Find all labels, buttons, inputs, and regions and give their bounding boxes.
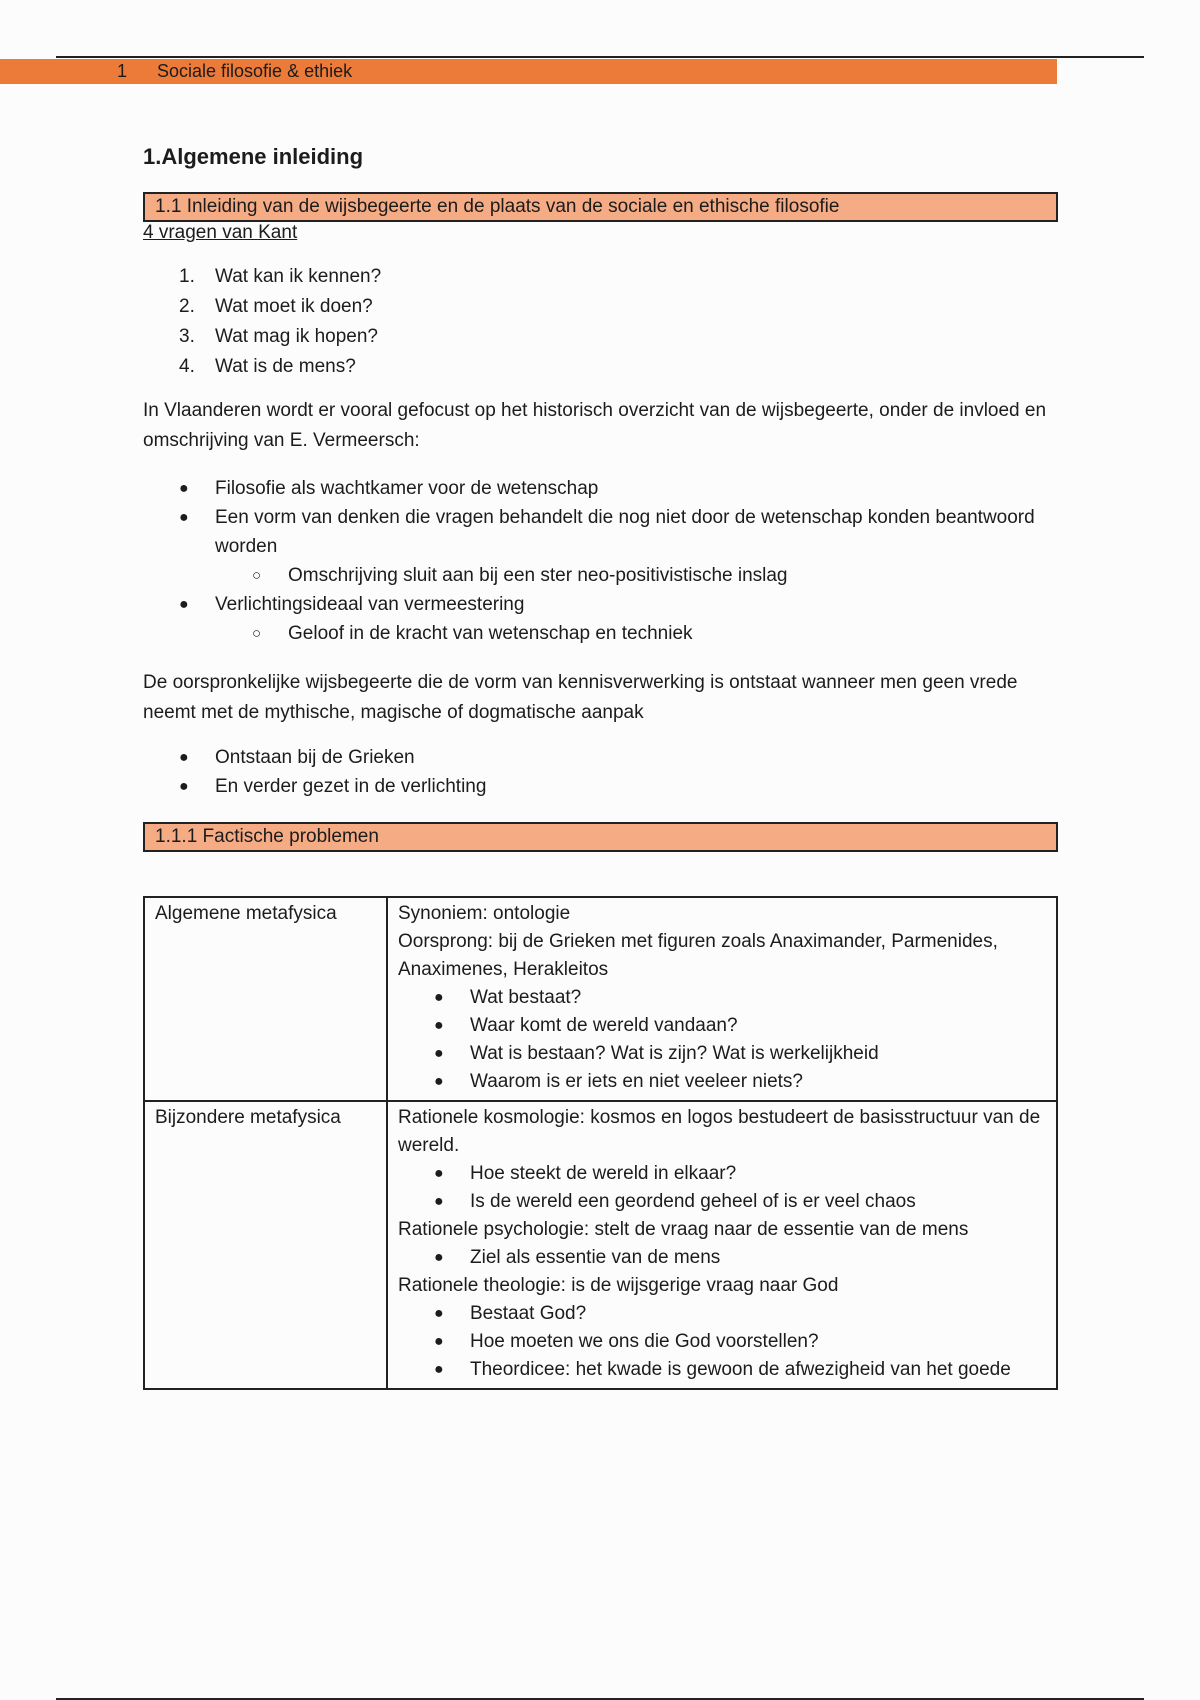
cell-bullet-list xyxy=(398,1300,1046,1384)
bullet-icon: ● xyxy=(179,596,189,613)
list-item: ● Waar komt de wereld vandaan? xyxy=(398,1012,1046,1040)
cell-bullet-list xyxy=(398,984,1046,1096)
kant-questions-title: 4 vragen van Kant xyxy=(143,222,298,243)
bullet-icon: ● xyxy=(434,1073,444,1090)
table-row xyxy=(144,897,1057,1101)
bullet-icon: ● xyxy=(434,1017,444,1034)
table-cell-content xyxy=(387,1101,1057,1389)
list-item: ● Ontstaan bij de Grieken xyxy=(143,743,1058,772)
cell-text: Rationele theologie: is de wijsgerige vraag naar God xyxy=(398,1275,839,1296)
bullet-icon: ● xyxy=(434,1165,444,1182)
running-header xyxy=(0,59,1057,84)
list-item: ● Een vorm van denken die vragen behandelt die nog niet door de wetenschap konden beantwoord worden xyxy=(143,503,1058,561)
bullet-icon: ● xyxy=(434,1361,444,1378)
list-item: ● Wat bestaat? xyxy=(398,984,1046,1012)
list-item: 1. Wat kan ik kennen? xyxy=(179,266,382,287)
table-cell-label: Bijzondere metafysica xyxy=(144,1101,387,1389)
section-heading: 1.Algemene inleiding xyxy=(143,144,364,169)
list-item: ● Filosofie als wachtkamer voor de wetenschap xyxy=(143,474,1058,503)
bullet-icon: ● xyxy=(434,1045,444,1062)
subsection-heading: 1.1 Inleiding van de wijsbegeerte en de plaats van de sociale en ethische filosofie xyxy=(143,192,1058,222)
bullet-icon: ● xyxy=(434,1305,444,1322)
list-item: ● En verder gezet in de verlichting xyxy=(143,772,1058,801)
cell-bullet-list xyxy=(398,1160,1046,1216)
kant-questions-list xyxy=(143,264,381,384)
cell-text: Rationele psychologie: stelt de vraag naar de essentie van de mens xyxy=(398,1219,969,1240)
list-item: ● Hoe moeten we ons die God voorstellen? xyxy=(398,1328,1046,1356)
bullet-icon: ● xyxy=(179,480,189,497)
list-item: 3. Wat mag ik hopen? xyxy=(179,326,378,347)
bullet-icon: ● xyxy=(179,509,189,526)
list-item: ● Wat is bestaan? Wat is zijn? Wat is werkelijkheid xyxy=(398,1040,1046,1068)
cell-text: Synoniem: ontologie xyxy=(398,903,571,924)
chapter-title: Sociale filosofie & ethiek xyxy=(157,61,353,81)
bullet-icon: ● xyxy=(434,1193,444,1210)
factische-problemen-heading: 1.1.1 Factische problemen xyxy=(143,822,1058,852)
paragraph-vlaanderen: In Vlaanderen wordt er vooral gefocust op het historisch overzicht van de wijsbegeerte, onder de invloed en omschrijving van E. Vermeersch: xyxy=(143,400,1047,451)
cell-text: Rationele kosmologie: kosmos en logos bestudeert de basisstructuur van de wereld. xyxy=(398,1107,1041,1156)
circle-bullet-icon: ○ xyxy=(252,625,262,642)
bullet-icon: ● xyxy=(434,1249,444,1266)
circle-bullet-icon: ○ xyxy=(252,567,262,584)
table-cell-label: Algemene metafysica xyxy=(144,897,387,1101)
bullet-icon: ● xyxy=(434,989,444,1006)
list-item: ● Hoe steekt de wereld in elkaar? xyxy=(398,1160,1046,1188)
list-item: ● Ziel als essentie van de mens xyxy=(398,1244,1046,1272)
bullet-icon: ● xyxy=(179,778,189,795)
footer-rule xyxy=(56,1698,1144,1700)
grieken-bullet-list xyxy=(143,743,1058,801)
paragraph-oorspronkelijke: De oorspronkelijke wijsbegeerte die de vorm van kennisverwerking is ontstaat wanneer men geen vrede neemt met de mythische, magische of dogmatische aanpak xyxy=(143,672,1018,723)
list-item: ● Theordicee: het kwade is gewoon de afwezigheid van het goede xyxy=(398,1356,1046,1384)
list-item: ● Waarom is er iets en niet veeleer niets? xyxy=(398,1068,1046,1096)
list-item: ○ Omschrijving sluit aan bij een ster neo-positivistische inslag xyxy=(143,561,1058,590)
bullet-icon: ● xyxy=(179,749,189,766)
metafysica-table xyxy=(143,896,1058,1390)
chapter-number: 1 xyxy=(117,61,128,81)
bullet-icon: ● xyxy=(434,1333,444,1350)
cell-bullet-list xyxy=(398,1244,1046,1272)
vermeersch-bullet-list xyxy=(143,474,1058,648)
list-item: 2. Wat moet ik doen? xyxy=(179,296,373,317)
table-cell-content xyxy=(387,897,1057,1101)
list-item: ● Bestaat God? xyxy=(398,1300,1046,1328)
list-item: ● Verlichtingsideaal van vermeestering xyxy=(143,590,1058,619)
table-row xyxy=(144,1101,1057,1389)
cell-text: Oorsprong: bij de Grieken met figuren zoals Anaximander, Parmenides, Anaximenes, Herakleitos xyxy=(398,931,998,980)
header-rule xyxy=(56,56,1144,58)
list-item: ○ Geloof in de kracht van wetenschap en techniek xyxy=(143,619,1058,648)
list-item: ● Is de wereld een geordend geheel of is er veel chaos xyxy=(398,1188,1046,1216)
list-item: 4. Wat is de mens? xyxy=(179,356,356,377)
